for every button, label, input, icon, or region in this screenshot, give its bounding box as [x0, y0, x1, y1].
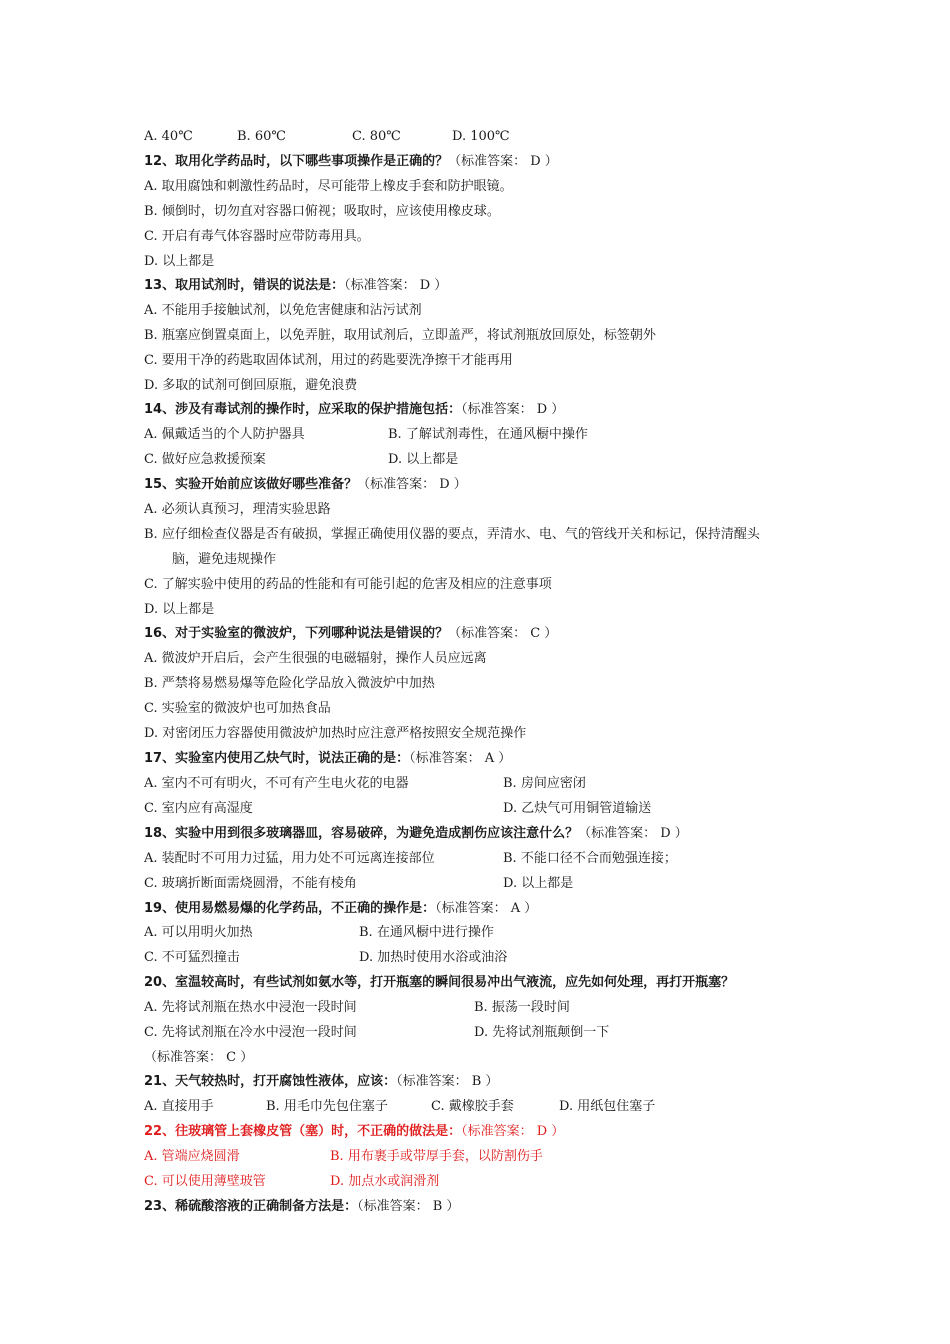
question-15-option-b-cont: 脑，避免违规操作: [172, 552, 277, 567]
question-12: [144, 153, 558, 171]
question-title: 17、实验室内使用乙炔气时，说法正确的是：: [144, 751, 410, 766]
question-16: [144, 625, 557, 643]
option-a: A. 装配时不可用力过猛，用力处不可远离连接部位: [144, 851, 435, 866]
question-15-option-c: C. 了解实验中使用的药品的性能和有可能引起的危害及相应的注意事项: [144, 577, 552, 592]
option-d: D. 用纸包住塞子: [559, 1099, 656, 1114]
standard-answer: （标准答案： A ）: [409, 751, 512, 766]
question-13-option-c: C. 要用干净的药匙取固体试剂，用过的药匙要洗净擦干才能再用: [144, 353, 513, 368]
question-title: 20、室温较高时，有些试剂如氨水等，打开瓶塞的瞬间很易冲出气液流，应先如何处理，再打开瓶塞？: [144, 975, 735, 990]
option-d: D. 加热时使用水浴或油浴: [359, 950, 508, 965]
option-b: B. 振荡一段时间: [474, 1000, 570, 1015]
question-title: 22、往玻璃管上套橡皮管（塞）时，不正确的做法是：: [144, 1124, 462, 1139]
standard-answer: （标准答案： D ）: [578, 826, 688, 841]
option-b: B. 房间应密闭: [503, 776, 586, 791]
option-c: C. 玻璃折断面需烧圆滑，不能有棱角: [144, 876, 357, 891]
standard-answer: （标准答案： D ）: [448, 154, 558, 169]
question-20: [144, 974, 734, 992]
question-23: [144, 1198, 459, 1216]
standard-answer: （标准答案： D ）: [461, 402, 565, 417]
question-17: [144, 750, 511, 768]
question-title: 15、实验开始前应该做好哪些准备？: [144, 477, 358, 492]
option-d: D. 乙炔气可用铜管道输送: [503, 801, 652, 816]
question-16-option-d: D. 对密闭压力容器使用微波炉加热时应注意严格按照安全规范操作: [144, 726, 527, 741]
option-a: A. 管端应烧圆滑: [144, 1149, 240, 1164]
option-c: C. 做好应急救援预案: [144, 452, 266, 467]
question-15: [144, 476, 467, 494]
standard-answer: （标准答案： D ）: [461, 1124, 565, 1139]
question-title: 16、对于实验室的微波炉，下列哪种说法是错误的？: [144, 626, 449, 641]
option-d: D. 100℃: [452, 129, 510, 144]
question-13-option-d: D. 多取的试剂可倒回原瓶，避免浪费: [144, 378, 358, 393]
question-12-option-d: D. 以上都是: [144, 254, 215, 269]
question-title: 19、使用易燃易爆的化学药品，不正确的操作是：: [144, 901, 436, 916]
question-15-option-a: A. 必须认真预习，理清实验思路: [144, 502, 331, 517]
option-c: C. 可以使用薄壁玻管: [144, 1174, 266, 1189]
question-22: [144, 1123, 564, 1141]
option-b: B. 用毛巾先包住塞子: [266, 1099, 388, 1114]
question-title: 18、实验中用到很多玻璃器皿，容易破碎，为避免造成割伤应该注意什么？: [144, 826, 579, 841]
question-title: 14、涉及有毒试剂的操作时，应采取的保护措施包括：: [144, 402, 462, 417]
option-b: B. 不能口径不合而勉强连接；: [503, 851, 677, 866]
option-b: B. 了解试剂毒性，在通风橱中操作: [388, 427, 588, 442]
option-d: D. 以上都是: [388, 452, 459, 467]
question-13-option-a: A. 不能用手接触试剂，以免危害健康和沾污试剂: [144, 303, 422, 318]
question-12-option-b: B. 倾倒时，切勿直对容器口俯视；吸取时，应该使用橡皮球。: [144, 204, 500, 219]
standard-answer: （标准答案： B ）: [357, 1199, 460, 1214]
question-21: [144, 1073, 498, 1091]
question-16-option-a: A. 微波炉开启后，会产生很强的电磁辐射，操作人员应远离: [144, 651, 487, 666]
question-18: [144, 825, 688, 843]
option-a: A. 佩戴适当的个人防护器具: [144, 427, 305, 442]
question-title: 13、取用试剂时，错误的说法是：: [144, 278, 345, 293]
option-c: C. 室内应有高湿度: [144, 801, 253, 816]
standard-answer: （标准答案： D ）: [357, 477, 467, 492]
option-c: C. 先将试剂瓶在冷水中浸泡一段时间: [144, 1025, 357, 1040]
question-14: [144, 401, 564, 419]
standard-answer: （标准答案： D ）: [344, 278, 448, 293]
option-a: A. 室内不可有明火，不可有产生电火花的电器: [144, 776, 409, 791]
question-15-option-b: B. 应仔细检查仪器是否有破损，掌握正确使用仪器的要点，弄清水、电、气的管线开关和标记，保持清醒头: [144, 527, 760, 542]
option-c: C. 80℃: [352, 129, 401, 144]
question-15-option-d: D. 以上都是: [144, 602, 215, 617]
option-a: A. 可以用明火加热: [144, 925, 253, 940]
question-13: [144, 277, 447, 295]
option-d: D. 先将试剂瓶颠倒一下: [474, 1025, 610, 1040]
standard-answer: （标准答案： B ）: [396, 1074, 499, 1089]
question-19: [144, 900, 537, 918]
question-16-option-c: C. 实验室的微波炉也可加热食品: [144, 701, 331, 716]
option-b: B. 60℃: [237, 129, 286, 144]
option-c: C. 不可猛烈撞击: [144, 950, 240, 965]
standard-answer: （标准答案： A ）: [435, 901, 538, 916]
question-title: 12、取用化学药品时，以下哪些事项操作是正确的？: [144, 154, 449, 169]
standard-answer: （标准答案： C ）: [448, 626, 558, 641]
question-title: 21、天气较热时，打开腐蚀性液体，应该：: [144, 1074, 397, 1089]
question-title: 23、稀硫酸溶液的正确制备方法是：: [144, 1199, 358, 1214]
option-d: D. 加点水或润滑剂: [330, 1174, 440, 1189]
question-12-option-a: A. 取用腐蚀和刺激性药品时，尽可能带上橡皮手套和防护眼镜。: [144, 179, 513, 194]
option-a: A. 40℃: [144, 129, 193, 144]
question-20-answer: （标准答案： C ）: [144, 1050, 254, 1065]
question-16-option-b: B. 严禁将易燃易爆等危险化学品放入微波炉中加热: [144, 676, 435, 691]
option-c: C. 戴橡胶手套: [431, 1099, 514, 1114]
question-13-option-b: B. 瓶塞应倒置桌面上，以免弄脏，取用试剂后，立即盖严，将试剂瓶放回原处，标签朝外: [144, 328, 656, 343]
option-b: B. 在通风橱中进行操作: [359, 925, 494, 940]
option-a: A. 直接用手: [144, 1099, 214, 1114]
option-b: B. 用布裹手或带厚手套，以防割伤手: [330, 1149, 543, 1164]
option-a: A. 先将试剂瓶在热水中浸泡一段时间: [144, 1000, 357, 1015]
question-12-option-c: C. 开启有毒气体容器时应带防毒用具。: [144, 229, 370, 244]
option-d: D. 以上都是: [503, 876, 574, 891]
